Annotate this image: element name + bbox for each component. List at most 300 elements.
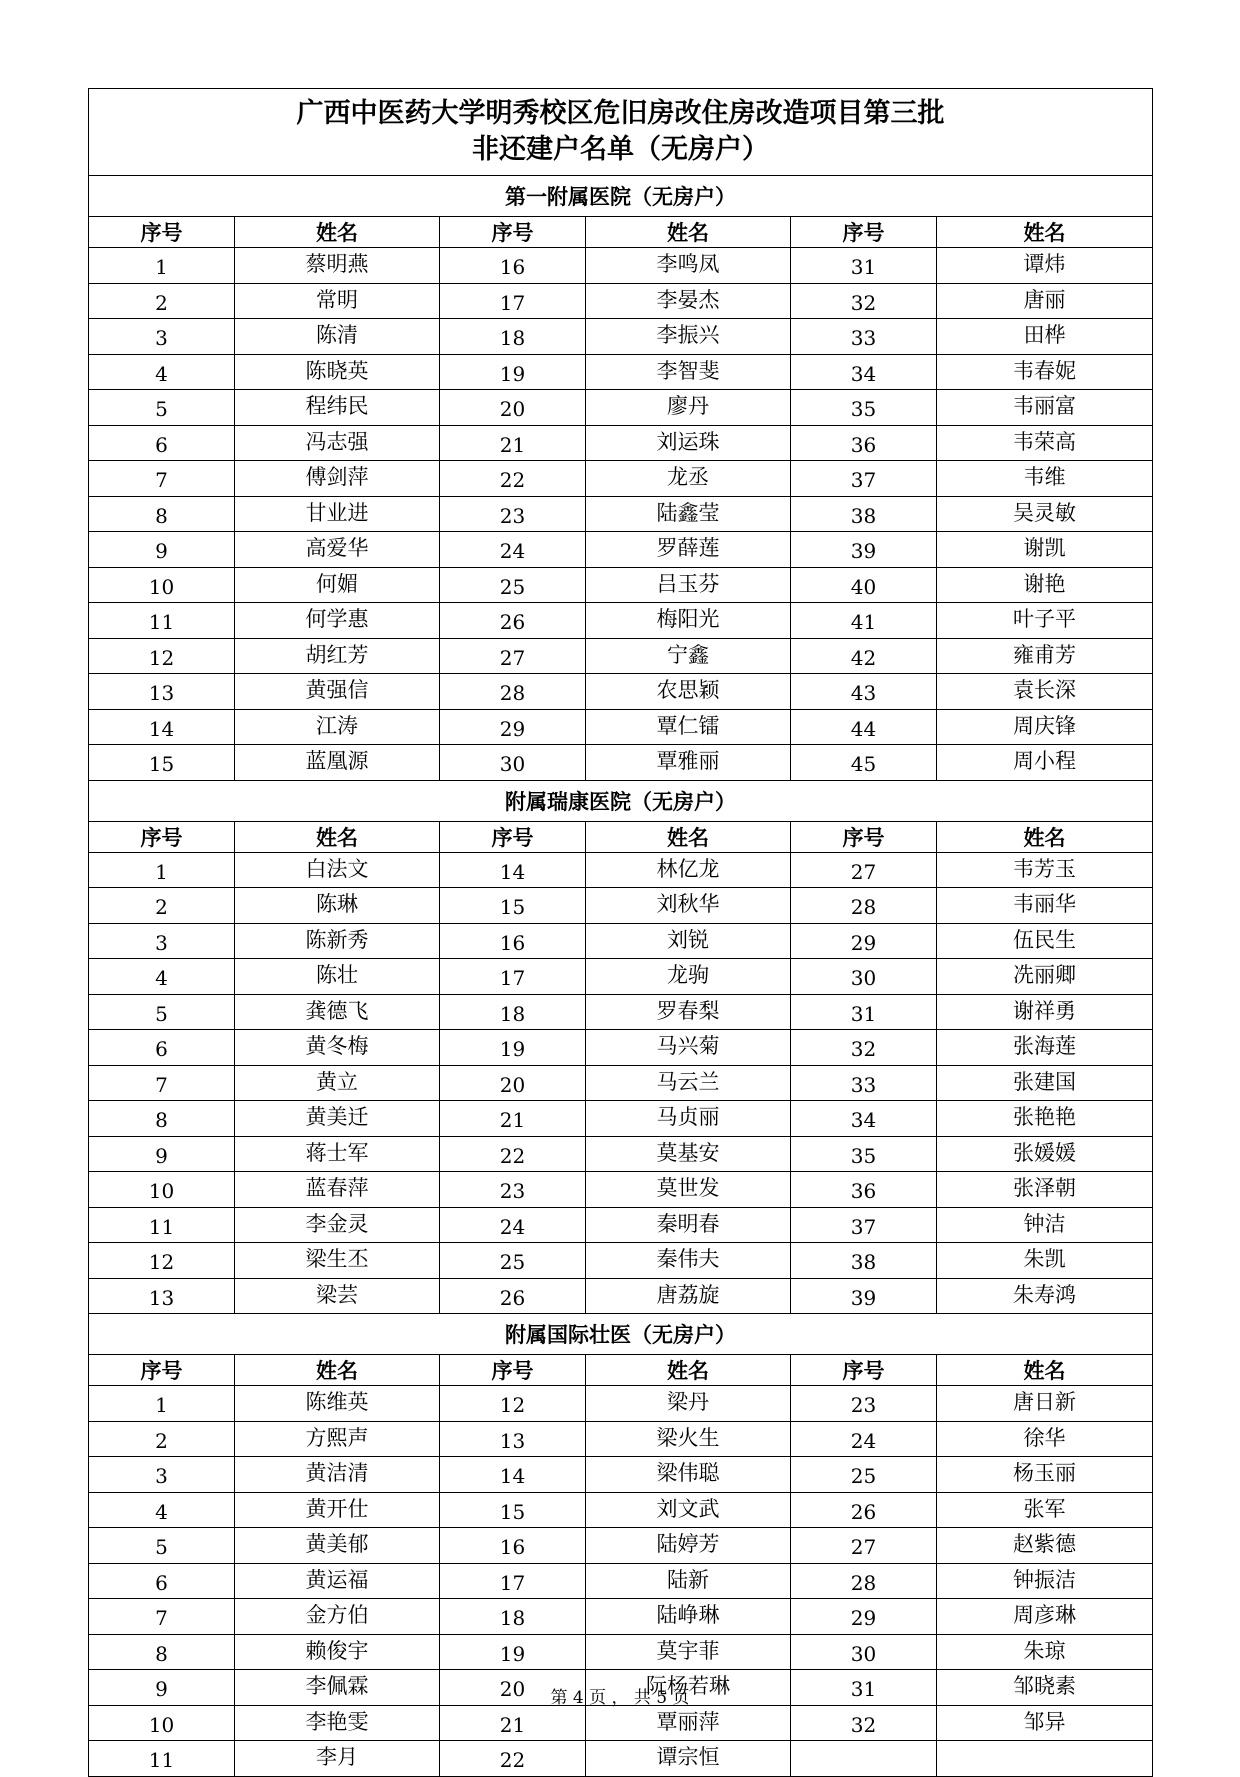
cell-number: 3 — [89, 319, 235, 355]
cell-name: 李振兴 — [586, 319, 791, 355]
title-line-2: 非还建户名单（无房户） — [472, 134, 770, 165]
cell-number: 26 — [440, 1278, 586, 1314]
cell-name: 秦伟夫 — [586, 1243, 791, 1279]
cell-name: 刘秋华 — [586, 888, 791, 924]
cell-number: 39 — [791, 532, 937, 568]
cell-number: 23 — [440, 496, 586, 532]
cell-number: 13 — [89, 1278, 235, 1314]
table-row — [89, 461, 1153, 497]
cell-name: 黄强信 — [235, 674, 440, 710]
table-row — [89, 994, 1153, 1030]
cell-number: 10 — [89, 1705, 235, 1741]
cell-number: 33 — [791, 319, 937, 355]
cell-number: 8 — [89, 1634, 235, 1670]
cell-name: 黄冬梅 — [235, 1030, 440, 1066]
cell-name: 邹异 — [937, 1705, 1153, 1741]
cell-name: 韦春妮 — [937, 354, 1153, 390]
cell-name: 罗薛莲 — [586, 532, 791, 568]
cell-name: 谢艳 — [937, 567, 1153, 603]
cell-name: 张军 — [937, 1492, 1153, 1528]
table-row — [89, 1492, 1153, 1528]
column-header-number: 序号 — [89, 1355, 235, 1386]
cell-number: 40 — [791, 567, 937, 603]
header-row — [89, 821, 1153, 852]
cell-number: 28 — [440, 674, 586, 710]
table-row — [89, 1705, 1153, 1741]
table-row — [89, 1101, 1153, 1137]
cell-name: 雍甫芳 — [937, 638, 1153, 674]
cell-name: 梁生丕 — [235, 1243, 440, 1279]
cell-number: 42 — [791, 638, 937, 674]
cell-number: 17 — [440, 283, 586, 319]
cell-number: 14 — [440, 852, 586, 888]
column-header-name: 姓名 — [235, 217, 440, 248]
cell-number: 2 — [89, 888, 235, 924]
cell-number: 30 — [440, 745, 586, 781]
cell-name: 梁芸 — [235, 1278, 440, 1314]
cell-name: 蔡明燕 — [235, 248, 440, 284]
cell-name: 覃仁镭 — [586, 709, 791, 745]
cell-name: 韦维 — [937, 461, 1153, 497]
cell-name: 常明 — [235, 283, 440, 319]
cell-number: 30 — [791, 959, 937, 995]
column-header-name: 姓名 — [235, 821, 440, 852]
cell-name: 方熙声 — [235, 1421, 440, 1457]
cell-name: 陆峥琳 — [586, 1599, 791, 1635]
cell-name: 白法文 — [235, 852, 440, 888]
table-row — [89, 425, 1153, 461]
cell-number: 5 — [89, 994, 235, 1030]
cell-number: 36 — [791, 1172, 937, 1208]
cell-name: 朱琼 — [937, 1634, 1153, 1670]
cell-number: 6 — [89, 1030, 235, 1066]
cell-name: 何媚 — [235, 567, 440, 603]
cell-number: 43 — [791, 674, 937, 710]
cell-name: 陆鑫莹 — [586, 496, 791, 532]
cell-name: 梁伟聪 — [586, 1457, 791, 1493]
cell-name: 李金灵 — [235, 1207, 440, 1243]
cell-name: 龚德飞 — [235, 994, 440, 1030]
cell-number: 31 — [791, 994, 937, 1030]
column-header-name: 姓名 — [235, 1355, 440, 1386]
table-row — [89, 354, 1153, 390]
cell-name: 唐荔旋 — [586, 1278, 791, 1314]
cell-number: 11 — [89, 1207, 235, 1243]
cell-name: 谢祥勇 — [937, 994, 1153, 1030]
cell-number: 31 — [791, 248, 937, 284]
cell-name — [937, 1741, 1153, 1777]
cell-number: 18 — [440, 994, 586, 1030]
cell-number: 1 — [89, 248, 235, 284]
column-header-number: 序号 — [791, 821, 937, 852]
cell-name: 陈壮 — [235, 959, 440, 995]
cell-number: 6 — [89, 1563, 235, 1599]
table-row — [89, 1563, 1153, 1599]
cell-number: 8 — [89, 496, 235, 532]
cell-name: 高爱华 — [235, 532, 440, 568]
cell-number: 38 — [791, 1243, 937, 1279]
cell-name: 刘锐 — [586, 923, 791, 959]
cell-number: 12 — [89, 1243, 235, 1279]
table-row — [89, 390, 1153, 426]
cell-number: 24 — [440, 1207, 586, 1243]
cell-number — [791, 1741, 937, 1777]
cell-number: 20 — [440, 390, 586, 426]
cell-number: 27 — [440, 638, 586, 674]
cell-name: 罗春梨 — [586, 994, 791, 1030]
cell-number: 32 — [791, 1030, 937, 1066]
cell-name: 周庆锋 — [937, 709, 1153, 745]
table-row — [89, 283, 1153, 319]
cell-number: 3 — [89, 1457, 235, 1493]
column-header-name: 姓名 — [937, 217, 1153, 248]
cell-number: 34 — [791, 1101, 937, 1137]
table-row — [89, 852, 1153, 888]
table-row — [89, 745, 1153, 781]
cell-name: 张艳艳 — [937, 1101, 1153, 1137]
cell-name: 唐丽 — [937, 283, 1153, 319]
cell-name: 谭炜 — [937, 248, 1153, 284]
cell-number: 16 — [440, 923, 586, 959]
cell-number: 2 — [89, 1421, 235, 1457]
cell-number: 32 — [791, 283, 937, 319]
column-header-name: 姓名 — [937, 821, 1153, 852]
cell-name: 程纬民 — [235, 390, 440, 426]
cell-name: 韦芳玉 — [937, 852, 1153, 888]
document-page — [88, 88, 1152, 1777]
cell-number: 32 — [791, 1705, 937, 1741]
cell-number: 21 — [440, 425, 586, 461]
roster-table-body — [89, 89, 1153, 1777]
column-header-number: 序号 — [440, 1355, 586, 1386]
cell-number: 21 — [440, 1101, 586, 1137]
cell-name: 陈清 — [235, 319, 440, 355]
cell-name: 叶子平 — [937, 603, 1153, 639]
cell-name: 陆新 — [586, 1563, 791, 1599]
cell-name: 刘运珠 — [586, 425, 791, 461]
table-row — [89, 1030, 1153, 1066]
table-row — [89, 1172, 1153, 1208]
cell-name: 马云兰 — [586, 1065, 791, 1101]
cell-name: 冼丽卿 — [937, 959, 1153, 995]
cell-name: 冯志强 — [235, 425, 440, 461]
cell-number: 5 — [89, 390, 235, 426]
cell-number: 4 — [89, 959, 235, 995]
cell-name: 韦荣高 — [937, 425, 1153, 461]
cell-number: 22 — [440, 1136, 586, 1172]
cell-number: 14 — [440, 1457, 586, 1493]
cell-name: 阮杨若琳 — [586, 1670, 791, 1706]
cell-name: 甘业进 — [235, 496, 440, 532]
cell-number: 25 — [440, 567, 586, 603]
table-row — [89, 567, 1153, 603]
table-row — [89, 1207, 1153, 1243]
table-row — [89, 638, 1153, 674]
cell-number: 36 — [791, 425, 937, 461]
cell-number: 7 — [89, 1599, 235, 1635]
cell-name: 蓝凰源 — [235, 745, 440, 781]
cell-number: 18 — [440, 1599, 586, 1635]
cell-name: 梁丹 — [586, 1386, 791, 1422]
cell-number: 16 — [440, 248, 586, 284]
cell-number: 26 — [440, 603, 586, 639]
cell-name: 杨玉丽 — [937, 1457, 1153, 1493]
cell-number: 7 — [89, 461, 235, 497]
cell-number: 10 — [89, 567, 235, 603]
cell-name: 赵紫德 — [937, 1528, 1153, 1564]
table-row — [89, 496, 1153, 532]
cell-name: 陈维英 — [235, 1386, 440, 1422]
column-header-name: 姓名 — [937, 1355, 1153, 1386]
table-row — [89, 923, 1153, 959]
cell-number: 9 — [89, 532, 235, 568]
cell-name: 黄美郁 — [235, 1528, 440, 1564]
cell-number: 17 — [440, 959, 586, 995]
table-row — [89, 1421, 1153, 1457]
cell-name: 覃雅丽 — [586, 745, 791, 781]
cell-name: 李艳雯 — [235, 1705, 440, 1741]
cell-name: 龙丞 — [586, 461, 791, 497]
cell-name: 胡红芳 — [235, 638, 440, 674]
cell-name: 梅阳光 — [586, 603, 791, 639]
cell-number: 25 — [791, 1457, 937, 1493]
cell-number: 28 — [791, 888, 937, 924]
column-header-number: 序号 — [440, 821, 586, 852]
cell-name: 陈琳 — [235, 888, 440, 924]
cell-number: 23 — [791, 1386, 937, 1422]
cell-number: 4 — [89, 354, 235, 390]
cell-number: 24 — [440, 532, 586, 568]
table-row — [89, 1528, 1153, 1564]
cell-name: 梁火生 — [586, 1421, 791, 1457]
cell-name: 张海莲 — [937, 1030, 1153, 1066]
cell-number: 1 — [89, 1386, 235, 1422]
cell-number: 19 — [440, 354, 586, 390]
cell-name: 农思颖 — [586, 674, 791, 710]
cell-number: 35 — [791, 390, 937, 426]
cell-name: 陈新秀 — [235, 923, 440, 959]
cell-number: 30 — [791, 1634, 937, 1670]
cell-name: 莫世发 — [586, 1172, 791, 1208]
cell-name: 黄开仕 — [235, 1492, 440, 1528]
cell-name: 江涛 — [235, 709, 440, 745]
cell-name: 廖丹 — [586, 390, 791, 426]
cell-number: 3 — [89, 923, 235, 959]
cell-number: 15 — [89, 745, 235, 781]
table-row — [89, 1065, 1153, 1101]
cell-number: 23 — [440, 1172, 586, 1208]
cell-number: 12 — [440, 1386, 586, 1422]
cell-number: 44 — [791, 709, 937, 745]
cell-number: 19 — [440, 1030, 586, 1066]
cell-name: 韦丽富 — [937, 390, 1153, 426]
table-row — [89, 1741, 1153, 1777]
table-row — [89, 532, 1153, 568]
cell-number: 24 — [791, 1421, 937, 1457]
roster-table — [88, 88, 1153, 1777]
cell-name: 吕玉芬 — [586, 567, 791, 603]
cell-number: 21 — [440, 1705, 586, 1741]
section-title: 第一附属医院（无房户） — [89, 176, 1153, 217]
cell-name: 张建国 — [937, 1065, 1153, 1101]
cell-name: 钟振洁 — [937, 1563, 1153, 1599]
cell-name: 赖俊宇 — [235, 1634, 440, 1670]
cell-number: 13 — [89, 674, 235, 710]
page-footer: 第 4 页 ， 共 5 页 — [550, 1688, 690, 1708]
table-row — [89, 709, 1153, 745]
column-header-name: 姓名 — [586, 1355, 791, 1386]
cell-number: 20 — [440, 1065, 586, 1101]
table-row — [89, 888, 1153, 924]
cell-name: 李月 — [235, 1741, 440, 1777]
table-row — [89, 319, 1153, 355]
cell-name: 李智斐 — [586, 354, 791, 390]
cell-number: 6 — [89, 425, 235, 461]
cell-name: 龙驹 — [586, 959, 791, 995]
table-row — [89, 1243, 1153, 1279]
cell-name: 周彦琳 — [937, 1599, 1153, 1635]
column-header-number: 序号 — [791, 1355, 937, 1386]
cell-name: 张媛媛 — [937, 1136, 1153, 1172]
cell-name: 莫宇菲 — [586, 1634, 791, 1670]
table-row — [89, 1599, 1153, 1635]
table-row — [89, 959, 1153, 995]
cell-number: 20 — [440, 1670, 586, 1706]
cell-number: 12 — [89, 638, 235, 674]
cell-name: 陆婷芳 — [586, 1528, 791, 1564]
cell-number: 28 — [791, 1563, 937, 1599]
column-header-number: 序号 — [791, 217, 937, 248]
cell-number: 37 — [791, 1207, 937, 1243]
cell-number: 13 — [440, 1421, 586, 1457]
cell-name: 张泽朝 — [937, 1172, 1153, 1208]
cell-name: 林亿龙 — [586, 852, 791, 888]
cell-name: 黄美迁 — [235, 1101, 440, 1137]
cell-name: 吴灵敏 — [937, 496, 1153, 532]
document-title — [89, 89, 1153, 176]
cell-name: 傅剑萍 — [235, 461, 440, 497]
cell-name: 莫基安 — [586, 1136, 791, 1172]
cell-number: 37 — [791, 461, 937, 497]
cell-name: 袁长深 — [937, 674, 1153, 710]
column-header-name: 姓名 — [586, 821, 791, 852]
cell-number: 10 — [89, 1172, 235, 1208]
cell-name: 马兴菊 — [586, 1030, 791, 1066]
cell-name: 田桦 — [937, 319, 1153, 355]
cell-name: 刘文武 — [586, 1492, 791, 1528]
cell-name: 秦明春 — [586, 1207, 791, 1243]
header-row — [89, 1355, 1153, 1386]
cell-number: 9 — [89, 1670, 235, 1706]
column-header-number: 序号 — [440, 217, 586, 248]
cell-name: 黄运福 — [235, 1563, 440, 1599]
cell-number: 8 — [89, 1101, 235, 1137]
cell-name: 韦丽华 — [937, 888, 1153, 924]
cell-name: 马贞丽 — [586, 1101, 791, 1137]
cell-name: 覃丽萍 — [586, 1705, 791, 1741]
cell-name: 朱寿鸿 — [937, 1278, 1153, 1314]
cell-name: 邹晓素 — [937, 1670, 1153, 1706]
table-row — [89, 248, 1153, 284]
cell-number: 39 — [791, 1278, 937, 1314]
cell-number: 7 — [89, 1065, 235, 1101]
cell-number: 29 — [440, 709, 586, 745]
cell-name: 黄立 — [235, 1065, 440, 1101]
cell-name: 谭宗恒 — [586, 1741, 791, 1777]
section-title: 附属国际壮医（无房户） — [89, 1314, 1153, 1355]
cell-number: 29 — [791, 1599, 937, 1635]
cell-number: 45 — [791, 745, 937, 781]
title-line-1: 广西中医药大学明秀校区危旧房改住房改造项目第三批 — [296, 98, 945, 129]
cell-number: 1 — [89, 852, 235, 888]
cell-number: 27 — [791, 1528, 937, 1564]
table-row — [89, 1386, 1153, 1422]
cell-number: 22 — [440, 1741, 586, 1777]
cell-number: 26 — [791, 1492, 937, 1528]
cell-number: 34 — [791, 354, 937, 390]
cell-number: 2 — [89, 283, 235, 319]
cell-name: 钟洁 — [937, 1207, 1153, 1243]
cell-number: 4 — [89, 1492, 235, 1528]
cell-number: 27 — [791, 852, 937, 888]
cell-name: 金方伯 — [235, 1599, 440, 1635]
table-row — [89, 603, 1153, 639]
cell-name: 唐日新 — [937, 1386, 1153, 1422]
cell-number: 29 — [791, 923, 937, 959]
table-row — [89, 1136, 1153, 1172]
cell-number: 15 — [440, 1492, 586, 1528]
cell-number: 18 — [440, 319, 586, 355]
cell-name: 李鸣凤 — [586, 248, 791, 284]
cell-name: 宁鑫 — [586, 638, 791, 674]
cell-number: 35 — [791, 1136, 937, 1172]
cell-number: 22 — [440, 461, 586, 497]
column-header-name: 姓名 — [586, 217, 791, 248]
section-title: 附属瑞康医院（无房户） — [89, 780, 1153, 821]
cell-number: 5 — [89, 1528, 235, 1564]
table-row — [89, 1457, 1153, 1493]
cell-name: 李佩霖 — [235, 1670, 440, 1706]
cell-name: 徐华 — [937, 1421, 1153, 1457]
cell-number: 41 — [791, 603, 937, 639]
cell-name: 蒋士军 — [235, 1136, 440, 1172]
cell-name: 何学惠 — [235, 603, 440, 639]
cell-name: 黄洁清 — [235, 1457, 440, 1493]
cell-name: 李晏杰 — [586, 283, 791, 319]
cell-number: 38 — [791, 496, 937, 532]
cell-name: 伍民生 — [937, 923, 1153, 959]
table-row — [89, 674, 1153, 710]
cell-number: 14 — [89, 709, 235, 745]
header-row — [89, 217, 1153, 248]
cell-number: 15 — [440, 888, 586, 924]
cell-name: 朱凯 — [937, 1243, 1153, 1279]
column-header-number: 序号 — [89, 217, 235, 248]
cell-number: 33 — [791, 1065, 937, 1101]
table-row — [89, 1278, 1153, 1314]
table-row — [89, 1634, 1153, 1670]
column-header-number: 序号 — [89, 821, 235, 852]
cell-name: 谢凯 — [937, 532, 1153, 568]
cell-number: 11 — [89, 603, 235, 639]
cell-name: 陈晓英 — [235, 354, 440, 390]
cell-name: 蓝春萍 — [235, 1172, 440, 1208]
cell-number: 11 — [89, 1741, 235, 1777]
cell-number: 25 — [440, 1243, 586, 1279]
cell-name: 周小程 — [937, 745, 1153, 781]
cell-number: 16 — [440, 1528, 586, 1564]
cell-number: 31 — [791, 1670, 937, 1706]
